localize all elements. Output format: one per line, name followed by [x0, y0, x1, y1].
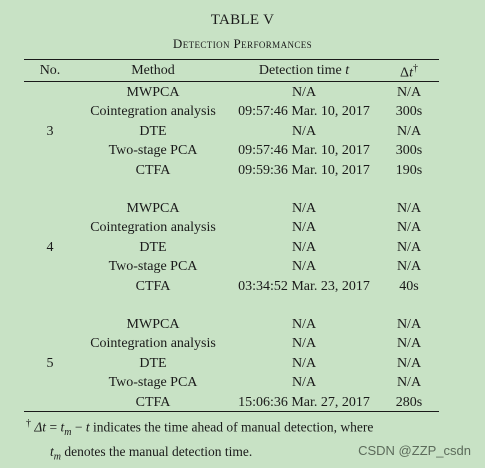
top-rule	[24, 59, 439, 60]
group-number: 3	[46, 123, 54, 139]
group-number: 4	[46, 239, 54, 255]
header-no: No.	[39, 63, 61, 78]
detection-time-cell: N/A	[291, 201, 317, 216]
detection-time-cell: N/A	[291, 123, 317, 139]
delta-t-cell: N/A	[396, 201, 422, 216]
delta-t-cell: N/A	[396, 85, 422, 100]
detection-time-cell: N/A	[291, 375, 317, 391]
footnote-minus: −	[71, 419, 86, 435]
header-time-label: Detection time	[258, 63, 346, 78]
table-row	[0, 356, 485, 375]
header-delta-sym: Δ	[400, 65, 410, 81]
bottom-rule	[24, 411, 439, 412]
footnote-text-1: indicates the time ahead of manual detection, where	[89, 419, 374, 435]
header-delta	[400, 63, 418, 82]
footnote-tm: t	[60, 419, 65, 435]
footnote-tm-sub: m	[64, 427, 72, 439]
detection-time-cell: 09:59:36 Mar. 10, 2017	[238, 162, 370, 178]
table-row	[0, 124, 485, 143]
header-method: Method	[131, 63, 175, 78]
method-cell: Cointegration analysis	[90, 104, 216, 120]
table-row	[0, 240, 485, 259]
header-delta-var: t	[409, 65, 413, 81]
method-cell: Two-stage PCA	[108, 375, 198, 391]
table-row	[0, 163, 485, 182]
header-dagger: †	[412, 63, 418, 74]
watermark: CSDN @ZZP_csdn	[358, 443, 471, 458]
table-row	[0, 201, 485, 220]
header-time-var: t	[345, 63, 350, 78]
footnote-delta-t: Δt	[34, 419, 47, 435]
delta-t-cell: 190s	[395, 162, 423, 178]
table-row	[0, 336, 485, 355]
header-rule	[24, 81, 439, 82]
detection-time-cell: N/A	[291, 259, 317, 275]
method-cell: DTE	[139, 239, 167, 255]
method-cell: DTE	[139, 355, 167, 371]
table-row	[0, 85, 485, 104]
footnote-tm-2-sub: m	[53, 451, 61, 463]
delta-t-cell: N/A	[396, 317, 422, 332]
footnote-t: t	[85, 419, 90, 435]
method-cell: MWPCA	[126, 85, 180, 100]
group-number: 5	[46, 355, 54, 371]
method-cell: MWPCA	[126, 317, 180, 332]
method-cell: CTFA	[135, 394, 171, 410]
method-cell: DTE	[139, 123, 167, 139]
detection-time-cell: N/A	[291, 317, 317, 332]
table-row	[0, 220, 485, 239]
delta-t-cell: 280s	[395, 394, 423, 410]
table-row	[0, 279, 485, 298]
detection-time-cell: 03:34:52 Mar. 23, 2017	[238, 278, 370, 294]
table-number: TABLE V	[210, 12, 275, 28]
detection-time-cell: 09:57:46 Mar. 10, 2017	[238, 143, 370, 159]
delta-t-cell: 300s	[395, 104, 423, 120]
method-cell: CTFA	[135, 278, 171, 294]
detection-time-cell: N/A	[291, 239, 317, 255]
table-row	[0, 104, 485, 123]
method-cell: CTFA	[135, 162, 171, 178]
footnote-dagger: †	[26, 418, 31, 429]
delta-t-cell: N/A	[396, 375, 422, 391]
header-time	[259, 63, 349, 79]
delta-t-cell: 40s	[399, 278, 419, 294]
table-title: Detection Performances	[172, 36, 313, 51]
detection-time-cell: N/A	[291, 220, 317, 236]
method-cell: Two-stage PCA	[108, 143, 198, 159]
footnote-line-1	[26, 414, 446, 442]
detection-time-cell: N/A	[291, 336, 317, 352]
delta-t-cell: N/A	[396, 123, 422, 139]
method-cell: MWPCA	[126, 201, 180, 216]
delta-t-cell: 300s	[395, 143, 423, 159]
table-row	[0, 143, 485, 162]
table-row	[0, 317, 485, 336]
delta-t-cell: N/A	[396, 336, 422, 352]
table-row	[0, 375, 485, 394]
footnote-equals: =	[46, 419, 61, 435]
footnote-tm-2: t	[50, 444, 54, 460]
footnote	[26, 414, 446, 467]
method-cell: Cointegration analysis	[90, 220, 216, 236]
table-row	[0, 259, 485, 278]
detection-time-cell: N/A	[291, 85, 317, 100]
delta-t-cell: N/A	[396, 239, 422, 255]
method-cell: Two-stage PCA	[108, 259, 198, 275]
delta-t-cell: N/A	[396, 259, 422, 275]
footnote-text-2: denotes the manual detection time.	[61, 444, 253, 460]
detection-time-cell: N/A	[291, 355, 317, 371]
delta-t-cell: N/A	[396, 355, 422, 371]
delta-t-cell: N/A	[396, 220, 422, 236]
detection-time-cell: 15:06:36 Mar. 27, 2017	[238, 394, 370, 410]
method-cell: Cointegration analysis	[90, 336, 216, 352]
detection-time-cell: 09:57:46 Mar. 10, 2017	[238, 104, 370, 120]
